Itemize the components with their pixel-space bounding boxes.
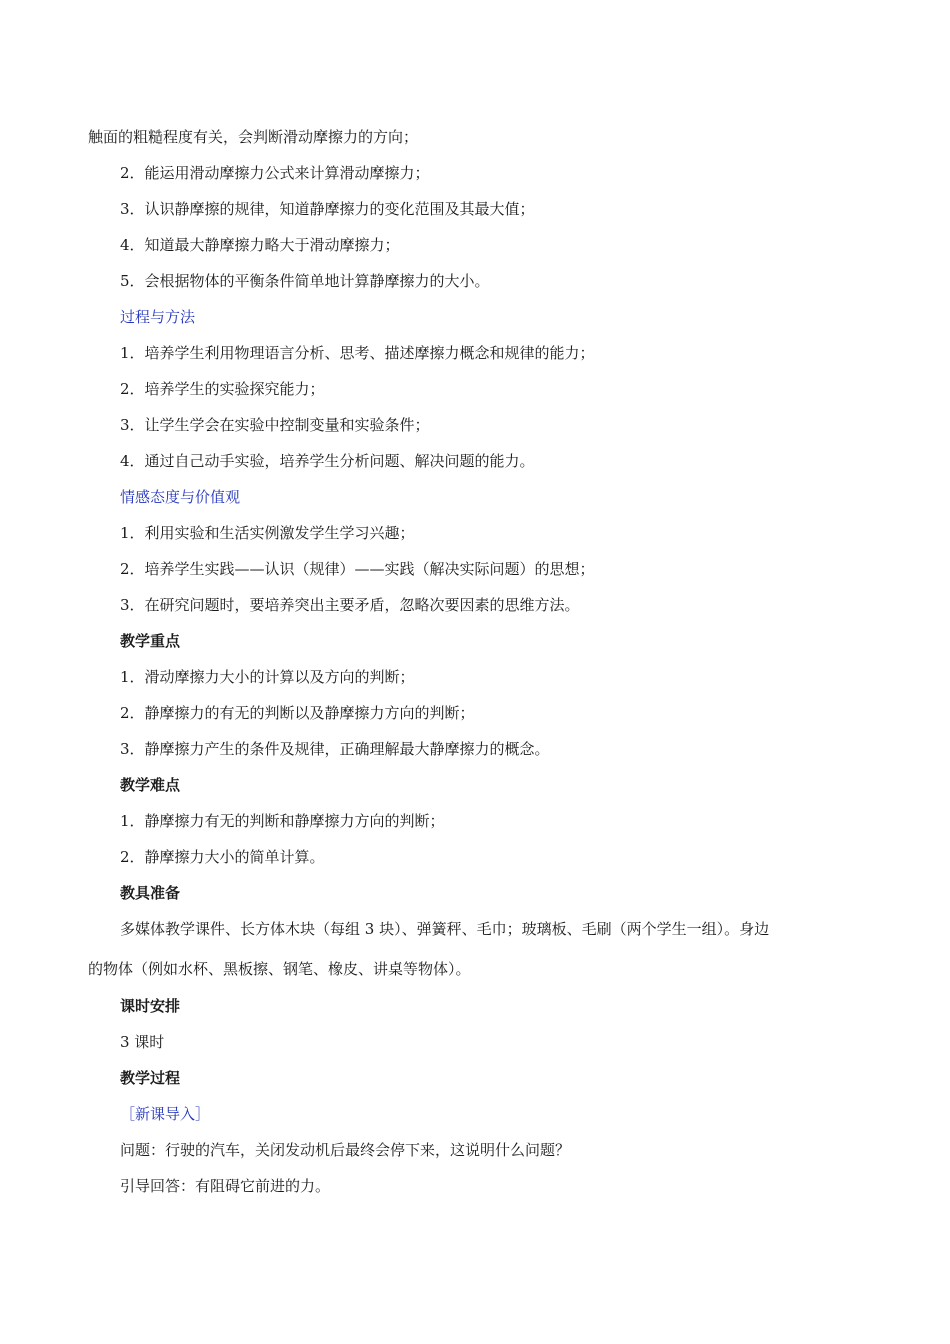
emotion-values-heading: 情感态度与价值观 xyxy=(120,488,241,506)
knowledge-item-5: 5．会根据物体的平衡条件简单地计算静摩擦力的大小。 xyxy=(120,272,490,290)
process-method-heading: 过程与方法 xyxy=(120,308,196,326)
objective-continuation: 触面的粗糙程度有关，会判断滑动摩擦力的方向； xyxy=(88,128,419,146)
difficulties-heading: 教学难点 xyxy=(120,776,181,794)
materials-line-1: 多媒体教学课件、长方体木块（每组 3 块）、弹簧秤、毛巾；玻璃板、毛刷（两个学生一组）。身边 xyxy=(120,920,770,938)
process-item-4: 4．通过自己动手实验，培养学生分析问题、解决问题的能力。 xyxy=(120,452,535,470)
teaching-process-heading: 教学过程 xyxy=(120,1069,181,1087)
intro-question: 问题：行驶的汽车，关闭发动机后最终会停下来，这说明什么问题？ xyxy=(120,1141,571,1159)
emotion-item-1: 1．利用实验和生活实例激发学生学习兴趣； xyxy=(120,524,415,542)
knowledge-item-3: 3．认识静摩擦的规律，知道静摩擦力的变化范围及其最大值； xyxy=(120,200,535,218)
materials-line-2: 的物体（例如水杯、黑板擦、钢笔、橡皮、讲桌等物体）。 xyxy=(88,960,471,978)
difficulty-1: 1．静摩擦力有无的判断和静摩擦力方向的判断； xyxy=(120,812,445,830)
process-item-2: 2．培养学生的实验探究能力； xyxy=(120,380,325,398)
key-points-heading: 教学重点 xyxy=(120,632,181,650)
emotion-item-3: 3．在研究问题时，要培养突出主要矛盾，忽略次要因素的思维方法。 xyxy=(120,596,580,614)
difficulty-2: 2．静摩擦力大小的简单计算。 xyxy=(120,848,325,866)
knowledge-item-4: 4．知道最大静摩擦力略大于滑动摩擦力； xyxy=(120,236,400,254)
process-item-3: 3．让学生学会在实验中控制变量和实验条件； xyxy=(120,416,430,434)
key-point-2: 2．静摩擦力的有无的判断以及静摩擦力方向的判断； xyxy=(120,704,475,722)
materials-heading: 教具准备 xyxy=(120,884,181,902)
key-point-3: 3．静摩擦力产生的条件及规律，正确理解最大静摩擦力的概念。 xyxy=(120,740,550,758)
guided-answer: 引导回答：有阻碍它前进的力。 xyxy=(120,1177,331,1195)
key-point-1: 1．滑动摩擦力大小的计算以及方向的判断； xyxy=(120,668,415,686)
schedule-value: 3 课时 xyxy=(120,1033,165,1051)
knowledge-item-2: 2．能运用滑动摩擦力公式来计算滑动摩擦力； xyxy=(120,164,430,182)
emotion-item-2: 2．培养学生实践——认识（规律）——实践（解决实际问题）的思想； xyxy=(120,560,595,578)
process-item-1: 1．培养学生利用物理语言分析、思考、描述摩擦力概念和规律的能力； xyxy=(120,344,595,362)
new-lesson-tag: ［新课导入］ xyxy=(120,1105,211,1123)
schedule-heading: 课时安排 xyxy=(120,997,181,1015)
